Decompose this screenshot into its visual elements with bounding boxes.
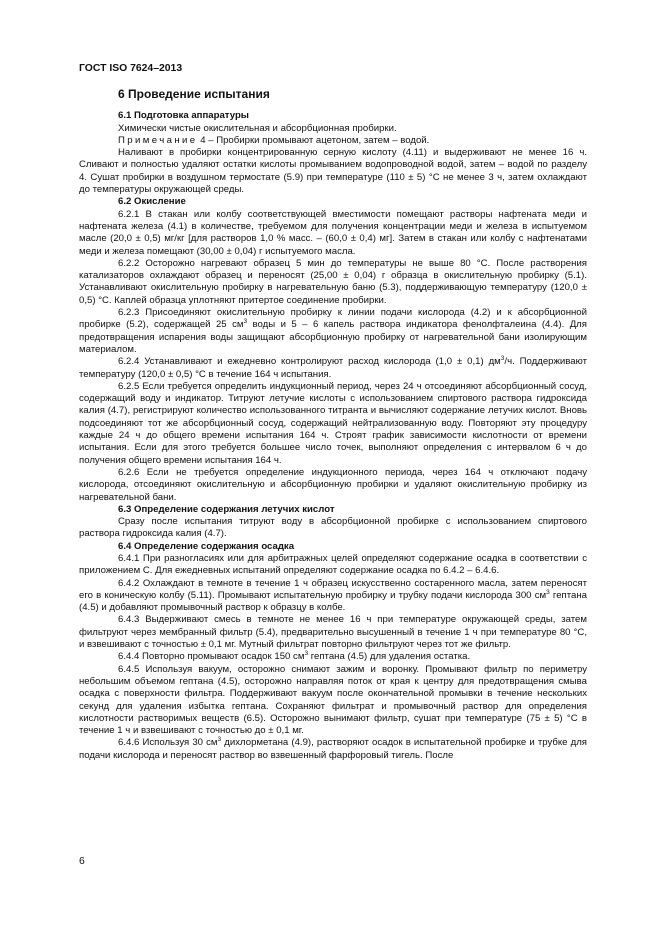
document-body bbox=[79, 88, 587, 762]
text: воды и 5 – 6 капель раствора индикатора фенолфталеина (4.4). Для предотвращения испарения воды защищают абсорбционную пробирку от нагревательной бани изолирующим материалом. bbox=[79, 319, 587, 355]
paragraph-6-4-5: 6.4.5 Используя вакуум, осторожно снимают зажим и воронку. Промывают фильтр по периметру небольшим объемом гептана (4.5), осторожно направляя поток от края к центру для предотвращения смыва осадка с поверхности фильтра. Поддерживают вакуум после окончательной промывки в течение нескольких секунд для удаления избытка гептана. Сохраняют фильтрат и промывочный раствор для определения кислотности растворимых веществ (6.5). Осторожно вынимают фильтр, сушат при температуре (75 ± 5) °С в течение 1 ч и взвешивают с точностью до ± 0,1 мг. bbox=[79, 663, 587, 737]
superscript: 3 bbox=[217, 736, 222, 744]
paragraph: Химически чистые окислительная и абсорбционная пробирки. bbox=[118, 122, 397, 134]
subsection-title-6-2: 6.2 Окисление bbox=[118, 196, 186, 208]
paragraph-6-4-6 bbox=[79, 737, 587, 762]
text: 6.4.6 Используя 30 см bbox=[118, 737, 218, 749]
subsection-title-6-4: 6.4 Определение содержания осадка bbox=[118, 540, 295, 552]
text: гептана (4.5) и добавляют промывочный раствор к образцу в колбе. bbox=[79, 589, 587, 614]
text: 6.2.4 Устанавливают и ежедневно контролируют расход кислорода (1,0 ± 0,1) дм bbox=[118, 356, 501, 368]
paragraph-6-4-4 bbox=[79, 651, 587, 663]
paragraph-6-2-4 bbox=[79, 356, 587, 381]
note bbox=[79, 135, 587, 147]
superscript: 3 bbox=[304, 650, 309, 658]
paragraph-6-2-3 bbox=[79, 307, 587, 356]
superscript: 3 bbox=[546, 588, 550, 596]
document-header: ГОСТ ISO 7624–2013 bbox=[79, 63, 183, 74]
paragraph-6-2-1: 6.2.1 В стакан или колбу соответствующей вместимости помещают растворы нафтената меди и нафтената железа (4.1) в количестве, требуемом для получения концентрации меди и железа в испытуемом масле (20,0 ± 0,5) мг/кг [для растворов 1,0 % масс. – (60,0 ± 0,4) мг]. Затем в стакан или колбу с нафтенатами меди и железа помещают (30,00 ± 0,04) г испытуемого масла. bbox=[79, 208, 587, 257]
superscript: 3 bbox=[243, 318, 248, 326]
page-number: 6 bbox=[79, 856, 85, 867]
text: дихлорметана (4.9), растворяют осадок в испытательной пробирке и трубке для подачи кислорода и переносят раствор во взвешенный фарфоровый тигель. После bbox=[79, 737, 588, 761]
note-text: 4 – Пробирки промывают ацетоном, затем – водой. bbox=[197, 134, 430, 146]
text: 6.2.3 Присоединяют окислительную пробирку к линии подачи кислорода (4.2) и к абсорбционной пробирке (5.2), содержащей 25 см bbox=[79, 307, 587, 331]
paragraph-6-4-2 bbox=[79, 578, 587, 615]
text: гептана (4.5) для удаления остатка. bbox=[308, 651, 471, 663]
section-title: 6 Проведение испытания bbox=[118, 87, 270, 101]
paragraph-6-2-5: 6.2.5 Если требуется определить индукционный период, через 24 ч отсоединяют абсорбционный сосуд, содержащий воду и индикатор. Титруют летучие кислоты с использованием спиртового раствора гидроксида калия (4.7), регистрируют количество использованного титранта и вычисляют содержание летучих кислот. Вновь подсоединяют тот же абсорбционный сосуд, содержащий нейтрализованную воду. Повторяют эту процедуру каждые 24 ч до общего времени испытания 164 ч. Строят график зависимости кислотности от времени испытания. Если для этого требуется большее число точек, выполняют определения с интервалом 6 ч до получения общего времени испытания 164 ч. bbox=[79, 380, 587, 466]
subsection-title-6-3: 6.3 Определение содержания летучих кислот bbox=[118, 503, 335, 515]
superscript: 3 bbox=[500, 355, 505, 363]
text: /ч. Поддерживают температуру (120,0 ± 0,5) °С в течение 164 ч испытания. bbox=[79, 356, 587, 380]
paragraph-6-4-1: 6.4.1 При разногласиях или для арбитражных целей определяют содержание осадка в соответствии с приложением С. Для ежедневных испытаний определяют содержание осадка по 6.4.2 – 6.4.6. bbox=[79, 552, 587, 577]
paragraph: Сразу после испытания титруют воду в абсорбционной пробирке с использованием спиртового раствора гидроксида калия (4.7). bbox=[79, 516, 587, 540]
paragraph-6-2-2: 6.2.2 Осторожно нагревают образец 5 мин до температуры не выше 80 °С. После растворения катализаторов охлаждают образец и переносят (25,00 ± 0,04) г образца в окислительную пробирку (5.1). Устанавливают окислительную пробирку в нагревательную баню (5.3), поддерживающую температуру (120,0 ± 0,5) °С. Каплей образца уплотняют притертое соединение пробирки. bbox=[79, 257, 587, 306]
text: 6.4.2 Охлаждают в темноте в течение 1 ч образец искусственно состаренного масла, затем переносят его в коническую колбу (5.11). Промывают испытательную пробирку и трубку подачи кислорода 300 см bbox=[79, 577, 587, 601]
subsection-title-6-1: 6.1 Подготовка аппаратуры bbox=[118, 110, 250, 122]
text: 6.4.4 Повторно промывают осадок 150 см bbox=[118, 651, 305, 663]
paragraph-6-4-3: 6.4.3 Выдерживают смесь в темноте не менее 16 ч при температуре окружающей среды, затем фильтруют через мембранный фильтр (5.4), предварительно высушенный в течение 1 ч при температуре 80 °С, и взвешивают с точностью ± 0,1 мг. Мутный фильтрат повторно фильтруют через тот же фильтр. bbox=[79, 614, 587, 651]
note-label: Примечание bbox=[118, 134, 198, 146]
paragraph-6-2-6: 6.2.6 Если не требуется определение индукционного периода, через 164 ч отключают подачу кислорода, отсоединяют окислительную и абсорбционную пробирки и удаляют окислительную пробирку из нагревательной бани. bbox=[79, 466, 587, 503]
paragraph: Наливают в пробирки концентрированную серную кислоту (4.11) и выдерживают не менее 16 ч. Сливают и полностью удаляют остатки кислоты промыванием водопроводной водой, затем – водой по разделу 4. Сушат пробирки в воздушном термостате (5.9) при температуре (110 ± 5) °С не менее 3 ч, затем охлаждают до температуры окружающей среды. bbox=[79, 147, 587, 196]
